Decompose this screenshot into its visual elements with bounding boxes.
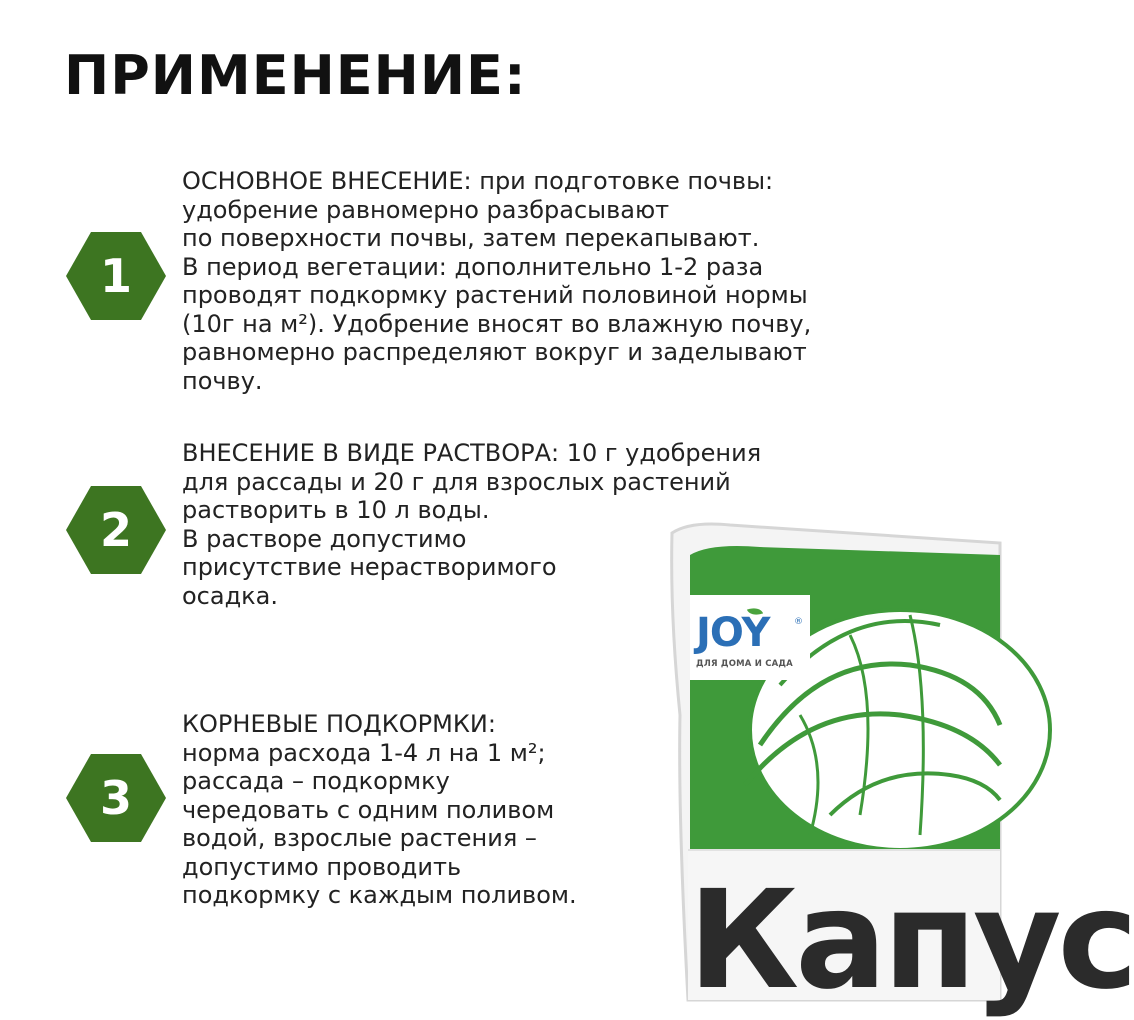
text-line: чередовать с одним поливом bbox=[182, 795, 555, 824]
text-line: удобрение равномерно разбрасывают bbox=[182, 195, 670, 224]
text-line: осадка. bbox=[182, 581, 279, 610]
text-line: растворить в 10 л воды. bbox=[182, 496, 490, 524]
text-line: норма расхода 1-4 л на 1 м²; bbox=[182, 738, 546, 767]
text-line: для рассады и 20 г для взрослых растений bbox=[182, 467, 731, 496]
step-1-text bbox=[182, 167, 811, 395]
text-line: ОСНОВНОЕ ВНЕСЕНИЕ: при подготовке почвы: bbox=[182, 167, 774, 195]
page-title: ПРИМЕНЕНИЕ: bbox=[64, 44, 527, 107]
text-line: допустимо проводить bbox=[182, 852, 462, 881]
text-line: подкормку с каждым поливом. bbox=[182, 881, 577, 909]
logo-word: JOY bbox=[696, 610, 770, 656]
text-line: равномерно распределяют вокруг и заделывают bbox=[182, 338, 807, 366]
text-line: по поверхности почвы, затем перекапывают. bbox=[182, 224, 760, 252]
text-line: рассада – подкормку bbox=[182, 767, 450, 795]
step-number: 2 bbox=[99, 503, 132, 557]
text-line: почву. bbox=[182, 366, 263, 395]
registered-mark: ® bbox=[794, 617, 803, 627]
product-name: Капус bbox=[688, 862, 1134, 1020]
text-line: ВНЕСЕНИЕ В ВИДЕ РАСТВОРА: 10 г удобрения bbox=[182, 439, 762, 467]
text-line: КОРНЕВЫЕ ПОДКОРМКИ: bbox=[182, 710, 496, 738]
text-line: (10г на м²). Удобрение вносят во влажную почву, bbox=[182, 309, 812, 338]
step-3-text bbox=[182, 710, 577, 910]
text-line: В период вегетации: дополнительно 1-2 раза bbox=[182, 252, 764, 281]
step-1-badge bbox=[66, 232, 166, 320]
step-2-badge bbox=[66, 486, 166, 574]
logo-tagline: ДЛЯ ДОМА И САДА bbox=[696, 659, 793, 669]
step-number: 1 bbox=[99, 249, 132, 303]
text-line: присутствие нерастворимого bbox=[182, 553, 557, 581]
text-line: В растворе допустимо bbox=[182, 524, 467, 553]
text-line: водой, взрослые растения – bbox=[182, 824, 537, 852]
step-3-badge bbox=[66, 754, 166, 842]
step-number: 3 bbox=[99, 771, 132, 825]
text-line: проводят подкормку растений половиной нормы bbox=[182, 281, 808, 309]
joy-logo bbox=[696, 611, 808, 671]
